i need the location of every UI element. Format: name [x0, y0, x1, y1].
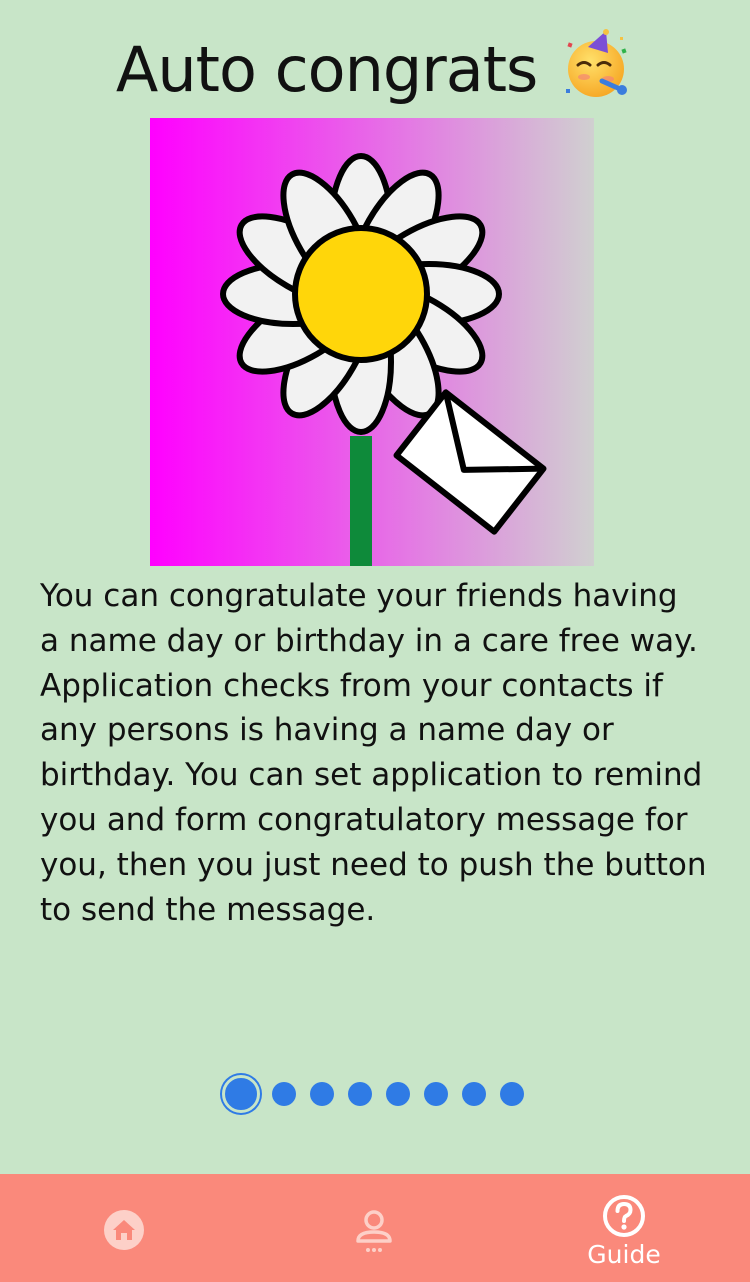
page-dot-2[interactable] — [272, 1082, 296, 1106]
person-icon — [354, 1210, 394, 1254]
bottom-tab-bar — [0, 1174, 750, 1282]
page-title-text: Auto congrats — [115, 33, 538, 106]
tab-profile[interactable] — [344, 1174, 404, 1282]
page-indicator[interactable] — [222, 1075, 538, 1113]
flower-stem — [350, 436, 372, 566]
daisy-envelope-illustration — [150, 118, 594, 566]
home-icon — [102, 1208, 146, 1252]
page-title — [0, 28, 750, 112]
tab-guide-label: Guide — [587, 1240, 661, 1269]
tab-guide[interactable] — [574, 1174, 674, 1282]
tab-home[interactable] — [94, 1174, 154, 1282]
page-dot-4[interactable] — [348, 1082, 372, 1106]
guide-description: You can congratulate your friends having a name day or birthday in a care free way. Application checks from your contacts if any persons is having a name day or birthday. You can set application to remind you and form congratulatory message for you, then you just need to push the button to send the message. — [40, 578, 707, 928]
flower-center — [295, 228, 427, 360]
page-dot-3[interactable] — [310, 1082, 334, 1106]
page-dot-7[interactable] — [462, 1082, 486, 1106]
page-dot-5[interactable] — [386, 1082, 410, 1106]
page-dot-8[interactable] — [500, 1082, 524, 1106]
page-dot-1[interactable] — [222, 1075, 260, 1113]
question-icon — [602, 1194, 646, 1238]
page-dot-6[interactable] — [424, 1082, 448, 1106]
partying-face-icon — [562, 29, 634, 101]
